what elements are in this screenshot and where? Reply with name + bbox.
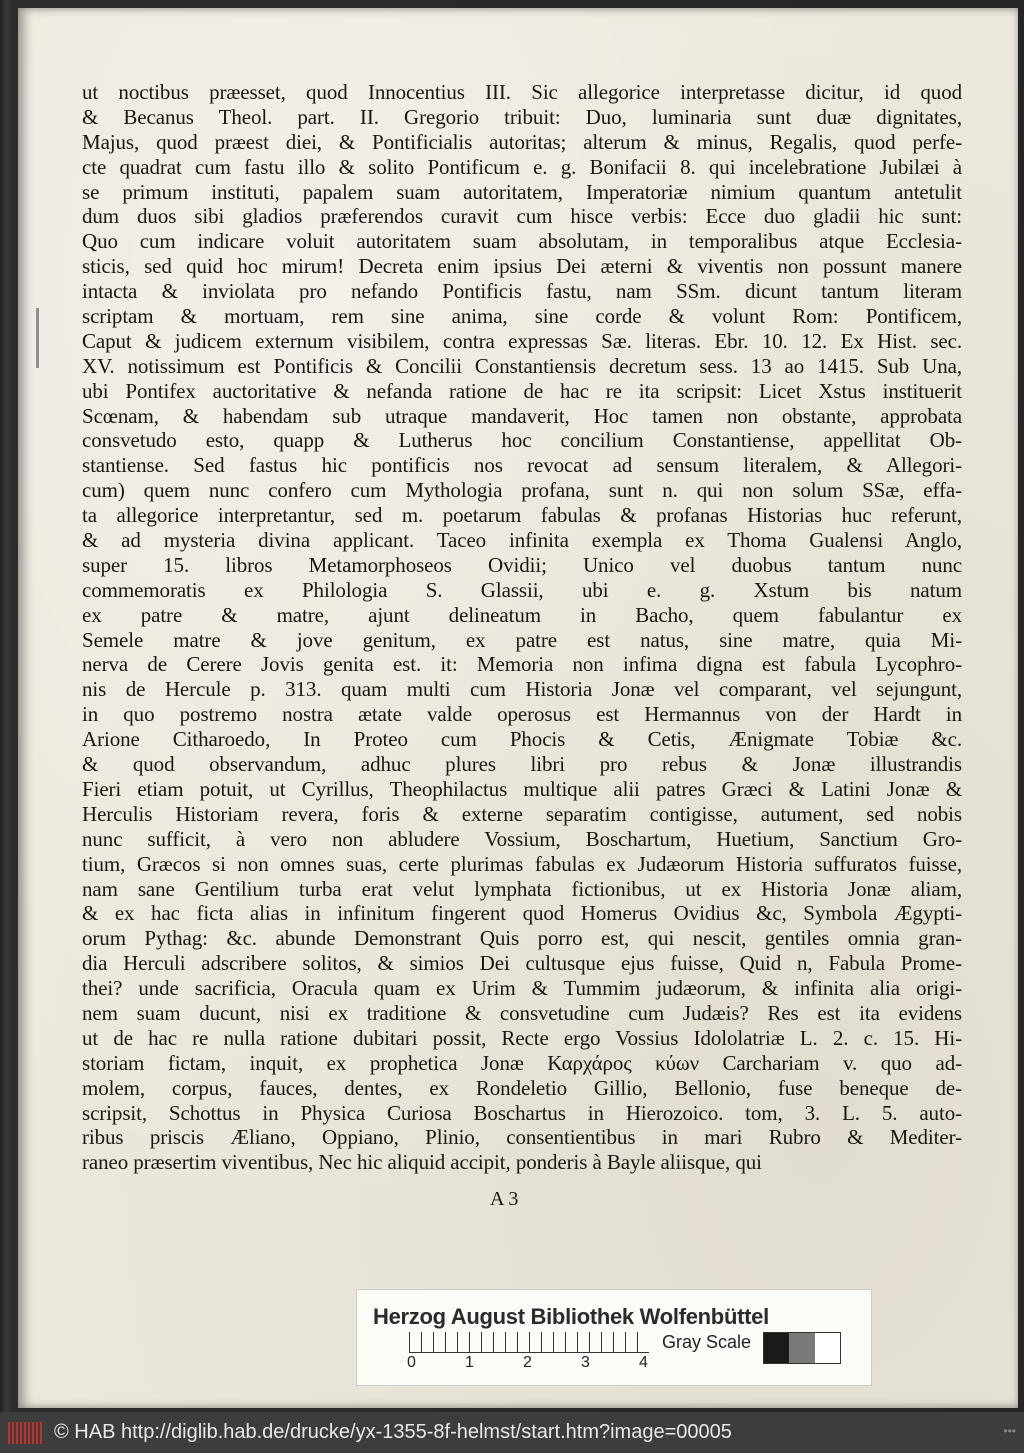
text-line: tium, Græcos si non omnes suas, certe plurimas fabulas ex Judæorum Historia suffuratos fuisse,	[82, 851, 962, 876]
text-line: & ex hac ficta alias in infinitum fingerent quod Homerus Ovidius &c, Symbola Ægypti-	[82, 901, 962, 926]
text-line: ut noctibus præesset, quod Innocentius III. Sic allegorice interpretasse dicitur, id quod	[82, 80, 962, 104]
text-line: XV. notissimum est Pontificis & Concilii Constantiensis decretum sess. 13 ao 1415. Sub Una,	[82, 353, 962, 378]
page-signature: A 3	[490, 1188, 519, 1210]
text-line: commemoratis ex Philologia S. Glassii, ubi e. g. Xstum bis natum	[82, 577, 962, 602]
text-line: Majus, quod præest diei, & Pontificialis autoritas; alterum & minus, Regalis, quod perfe-	[82, 129, 962, 154]
gutter-mark	[36, 308, 39, 368]
scale-ruler	[409, 1332, 649, 1353]
text-line: in quo postremo nostra ætate valde operosus est Hermannus von der Hardt in	[82, 702, 962, 727]
gray-scale-swatches	[763, 1332, 841, 1364]
text-line: Herculis Historiam revera, foris & externe separatim contigisse, autument, sed nobis	[82, 801, 962, 826]
text-line: ex patre & matre, ajunt delineatum in Bacho, quem fabulantur ex	[82, 602, 962, 627]
gray-swatch-light	[815, 1333, 840, 1363]
text-line: sticis, sed quid hoc mirum! Decreta enim ipsius Dei æterni & viventis non possunt manere	[82, 254, 962, 279]
text-line: ubi Pontifex auctoritative & nefanda ratione de hac re ita scripsit: Licet Xstus instituerit	[82, 378, 962, 403]
text-line: consvetudo esto, quapp & Lutherus hoc concilium Constantiense, appellitat Ob-	[82, 428, 962, 453]
text-line: raneo præsertim viventibus, Nec hic aliquid accipit, ponderis à Bayle aliisque, qui	[82, 1150, 762, 1175]
text-line: ut de hac re nulla ratione dubitari possit, Recte ergo Vossius Idololatriæ L. 2. c. 15. Hi-	[82, 1025, 962, 1050]
text-line: scriptam & mortuam, rem sine anima, sine corde & volunt Rom: Pontificem,	[82, 304, 962, 329]
text-line: super 15. libros Metamorphoseos Ovidii; Unico vel duobus tantum nunc	[82, 552, 962, 577]
text-line: Fieri etiam potuit, ut Cyrillus, Theophilactus multique alii patres Græci & Latini Jonæ &	[82, 776, 962, 801]
more-icon[interactable]: •••	[1003, 1424, 1016, 1438]
text-line: cte quadrat cum fastu illo & solito Pontificum e. g. Bonifacii 8. qui incelebratione Jubilæi à	[82, 154, 962, 179]
text-line: dia Herculi adscribere solitos, & simios Dei cultusque ejus fuisse, Quid n, Fabula Prome-	[82, 951, 962, 976]
ruler-number: 0	[407, 1354, 416, 1371]
gray-swatch-dark	[764, 1333, 789, 1363]
text-line: se primum instituti, papalem suam autoritatem, Imperatoriæ nimium quantum antetulit	[82, 179, 962, 204]
text-line: Quo cum indicare voluit autoritatem suam absolutam, in temporalibus atque Ecclesia-	[82, 229, 962, 254]
gray-swatch-mid	[789, 1333, 814, 1363]
footer-bar	[0, 1412, 1024, 1453]
hab-logo-icon	[8, 1422, 44, 1444]
text-line: nerva de Cerere Jovis genita est. it: Memoria non infima digna est fabula Lycophro-	[82, 652, 962, 677]
text-line: Arione Citharoedo, In Proteo cum Phocis & Cetis, Ænigmate Tobiæ &c.	[82, 727, 962, 752]
text-line: & quod observandum, adhuc plures libri pro rebus & Jonæ illustrandis	[82, 752, 962, 777]
text-line: nunc sufficit, à vero non abludere Vossium, Boschartum, Huetium, Sanctium Gro-	[82, 826, 962, 851]
text-line: Semele matre & jove genitum, ex patre est natus, sine matre, quia Mi-	[82, 627, 962, 652]
library-title: Herzog August Bibliothek Wolfenbüttel	[373, 1304, 769, 1329]
text-line: storiam fictam, inquit, ex prophetica Jonæ Καρχάρος κύων Carchariam v. quo ad-	[82, 1050, 962, 1075]
text-line: & ad mysteria divina applicant. Taceo infinita exempla ex Thoma Gualensi Anglo,	[82, 528, 962, 553]
text-line: nam sane Gentilium turba erat velut lymphata fictionibus, ut ex Historia Jonæ aliam,	[82, 876, 962, 901]
library-label	[356, 1289, 872, 1386]
text-line: orum Pythag: &c. abunde Demonstrant Quis porro est, qui nescit, gentiles omnia gran-	[82, 926, 962, 951]
text-line: stantiense. Sed fastus hic pontificis nos revocat ad sensum literalem, & Allegori-	[82, 453, 962, 478]
text-line: ta allegorice interpretantur, sed m. poetarum fabulas & profanas Historias huc referunt,	[82, 503, 962, 528]
text-line: & Becanus Theol. part. II. Gregorio tribuit: Duo, luminaria sunt duæ dignitates,	[82, 104, 962, 129]
text-line: nis de Hercule p. 313. quam multi cum Historia Jonæ vel comparant, vel sejungunt,	[82, 677, 962, 702]
text-line: Caput & judicem externum visibilem, contra expressas Sæ. literas. Ebr. 10. 12. Ex Hist. sec.	[82, 328, 962, 353]
text-line: Scœnam, & habendam sub utraque mandaverit, Hoc tamen non obstante, approbata	[82, 403, 962, 428]
page-text	[82, 80, 962, 1175]
footer-url[interactable]: © HAB http://diglib.hab.de/drucke/yx-1355-8f-helmst/start.htm?image=00005	[54, 1421, 732, 1443]
gray-scale-label: Gray Scale	[662, 1332, 752, 1352]
ruler-number: 1	[465, 1354, 474, 1371]
text-line: nem suam ducunt, nisi ex traditione & consvetudine cum Judæis? Res est ita evidens	[82, 1000, 962, 1025]
text-line: cum) quem nunc confero cum Mythologia profana, sunt n. qui non solum SSæ, effa-	[82, 478, 962, 503]
ruler-number: 2	[523, 1354, 532, 1371]
ruler-number: 4	[639, 1354, 648, 1371]
text-line: intacta & inviolata pro nefando Pontificis fastu, nam SSm. dicunt tantum literam	[82, 279, 962, 304]
text-line: dum duos sibi gladios præferendos curavit cum hisce verbis: Ecce duo gladii hic sunt:	[82, 204, 962, 229]
text-line: thei? unde sacrificia, Oracula quam ex Urim & Tummim judæorum, & infinita alia origi-	[82, 976, 962, 1001]
ruler-number: 3	[581, 1354, 590, 1371]
text-line: molem, corpus, fauces, dentes, ex Rondeletio Gillio, Bellonio, fuse beneque de-	[82, 1075, 962, 1100]
text-line: ribus priscis Æliano, Oppiano, Plinio, consentientibus in mari Rubro & Mediter-	[82, 1125, 962, 1150]
text-line: scripsit, Schottus in Physica Curiosa Boschartus in Hierozoico. tom, 3. L. 5. auto-	[82, 1100, 962, 1125]
